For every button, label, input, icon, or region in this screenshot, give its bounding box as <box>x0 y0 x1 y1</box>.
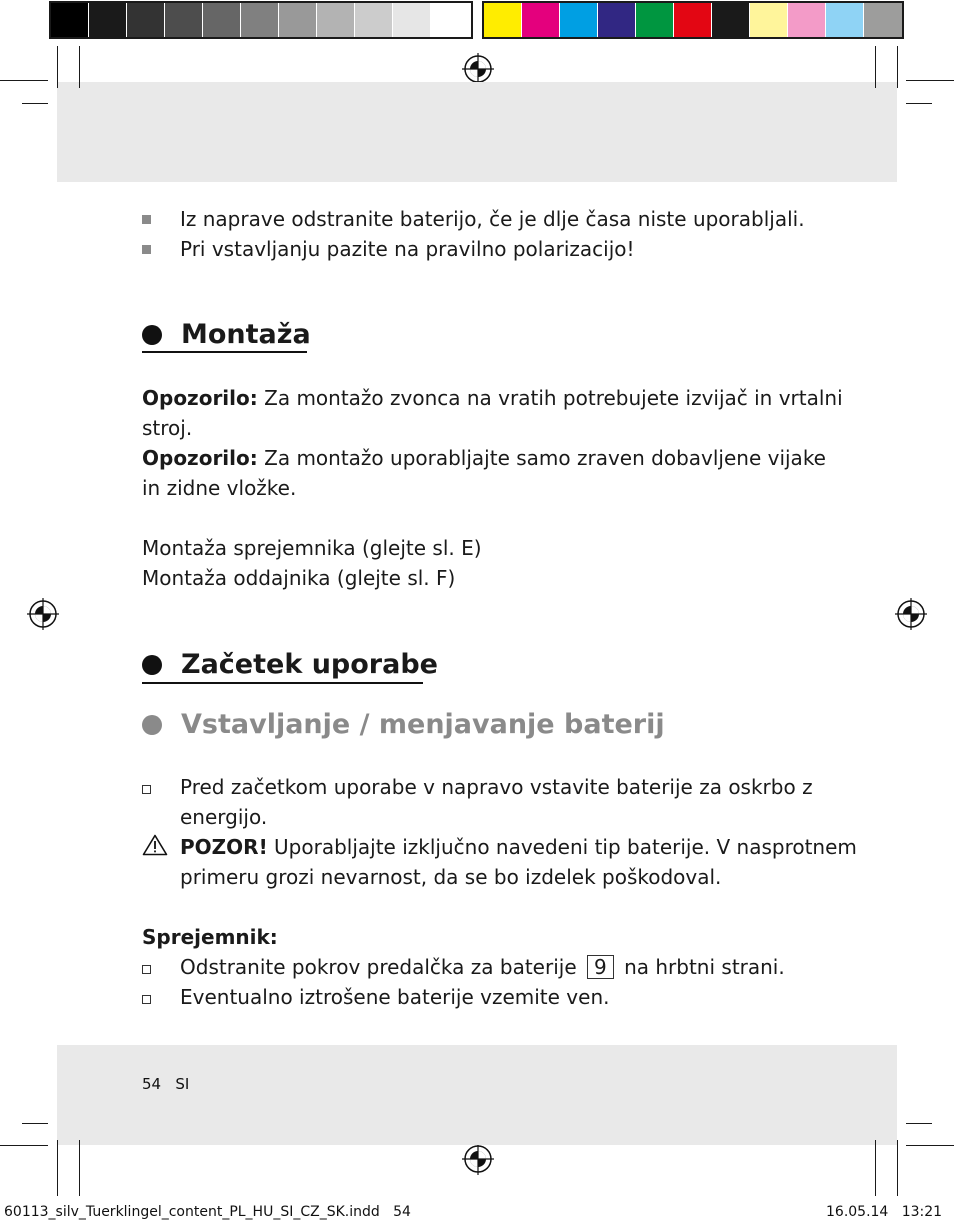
crop-mark <box>0 80 48 81</box>
color-swatch <box>560 3 598 37</box>
slug-filename <box>4 1204 411 1220</box>
crop-mark <box>22 103 48 104</box>
crop-mark <box>79 46 80 88</box>
color-swatch <box>750 3 788 37</box>
slug-datetime <box>826 1204 942 1220</box>
color-swatch <box>712 3 750 37</box>
registration-mark-icon <box>26 597 60 631</box>
warning-triangle-icon <box>142 834 168 856</box>
crop-mark <box>906 1145 954 1146</box>
warning-1-line-2: stroj. <box>142 416 193 440</box>
step-2-text-before: Odstranite pokrov predalčka za baterije <box>180 955 577 979</box>
step-1-line-2: energijo. <box>180 805 268 829</box>
slug-filename-text: 60113_silv_Tuerklingel_content_PL_HU_SI_CZ_SK.indd <box>4 1204 380 1220</box>
warning-1-label: Opozorilo: <box>142 386 258 410</box>
caution-label: POZOR! <box>180 835 268 859</box>
crop-mark <box>0 1145 48 1146</box>
crop-mark <box>906 1123 932 1124</box>
warning-2-line-2: in zidne vložke. <box>142 476 297 500</box>
crop-mark <box>875 46 876 88</box>
crop-mark <box>875 1140 876 1196</box>
color-swatch <box>393 3 431 37</box>
color-swatch <box>317 3 355 37</box>
crop-mark <box>897 1140 898 1196</box>
page-number <box>142 1075 189 1093</box>
slug-time: 13:21 <box>901 1204 943 1220</box>
part-number-label: 9 <box>587 955 614 979</box>
crop-mark <box>906 103 932 104</box>
heading-underline <box>142 682 423 684</box>
caution-text: Uporabljajte izključno navedeni tip baterije. V nasprotnem <box>274 835 857 859</box>
receiver-subheading: Sprejemnik: <box>142 925 278 949</box>
intro-bullet-2: Pri vstavljanju pazite na pravilno polarizacijo! <box>180 237 635 261</box>
subheading-bullet-icon <box>142 715 162 735</box>
slug-page: 54 <box>393 1204 411 1220</box>
bullet-square-icon <box>142 245 151 254</box>
slug-date: 16.05.14 <box>826 1204 889 1220</box>
crop-mark <box>57 1140 58 1196</box>
color-swatch <box>127 3 165 37</box>
transmitter-mount-line: Montaža oddajnika (glejte sl. F) <box>142 566 456 590</box>
color-swatch <box>51 3 89 37</box>
color-swatch <box>484 3 522 37</box>
heading-underline <box>142 351 307 353</box>
checkbox-bullet-icon <box>142 785 151 794</box>
color-swatch <box>241 3 279 37</box>
step-2 <box>180 952 785 982</box>
color-swatch <box>674 3 712 37</box>
grayscale-color-bar <box>49 1 473 39</box>
crop-mark <box>57 46 58 88</box>
crop-mark <box>79 1140 80 1196</box>
page-language: SI <box>175 1075 190 1093</box>
color-swatch <box>522 3 560 37</box>
color-swatch <box>788 3 826 37</box>
color-swatch <box>203 3 241 37</box>
checkbox-bullet-icon <box>142 995 151 1004</box>
footer-band <box>57 1045 897 1145</box>
checkbox-bullet-icon <box>142 965 151 974</box>
warning-2-label: Opozorilo: <box>142 446 258 470</box>
receiver-mount-line: Montaža sprejemnika (glejte sl. E) <box>142 536 482 560</box>
color-swatch <box>355 3 393 37</box>
crop-mark <box>22 1123 48 1124</box>
warning-2-line-1 <box>142 443 826 473</box>
color-swatch <box>598 3 636 37</box>
registration-mark-icon <box>461 52 495 86</box>
warning-2-text: Za montažo uporabljajte samo zraven dobavljene vijake <box>264 446 826 470</box>
color-swatch <box>864 3 902 37</box>
step-1-line-1: Pred začetkom uporabe v napravo vstavite baterije za oskrbo z <box>180 775 813 799</box>
heading-bullet-icon <box>142 655 162 675</box>
step-2-text-after: na hrbtni strani. <box>624 955 785 979</box>
page-number-value: 54 <box>142 1075 162 1093</box>
step-3: Eventualno iztrošene baterije vzemite ven. <box>180 985 610 1009</box>
battery-heading: Vstavljanje / menjavanje baterij <box>181 709 665 740</box>
color-swatch <box>279 3 317 37</box>
registration-mark-icon <box>461 1142 495 1176</box>
process-color-bar <box>482 1 904 39</box>
heading-bullet-icon <box>142 325 162 345</box>
color-swatch <box>89 3 127 37</box>
bullet-square-icon <box>142 215 151 224</box>
crop-mark <box>897 46 898 88</box>
color-swatch <box>165 3 203 37</box>
color-swatch <box>431 3 469 37</box>
registration-mark-icon <box>894 597 928 631</box>
color-swatch <box>826 3 864 37</box>
start-heading: Začetek uporabe <box>181 649 438 680</box>
crop-mark <box>906 80 954 81</box>
caution-line-2: primeru grozi nevarnost, da se bo izdelek poškodoval. <box>180 865 722 889</box>
warning-1-line-1 <box>142 383 843 413</box>
color-swatch <box>636 3 674 37</box>
montaza-heading: Montaža <box>181 319 311 350</box>
header-band <box>57 82 897 182</box>
intro-bullet-1: Iz naprave odstranite baterijo, če je dlje časa niste uporabljali. <box>180 207 805 231</box>
warning-1-text: Za montažo zvonca na vratih potrebujete izvijač in vrtalni <box>264 386 843 410</box>
caution-line-1 <box>180 832 857 862</box>
